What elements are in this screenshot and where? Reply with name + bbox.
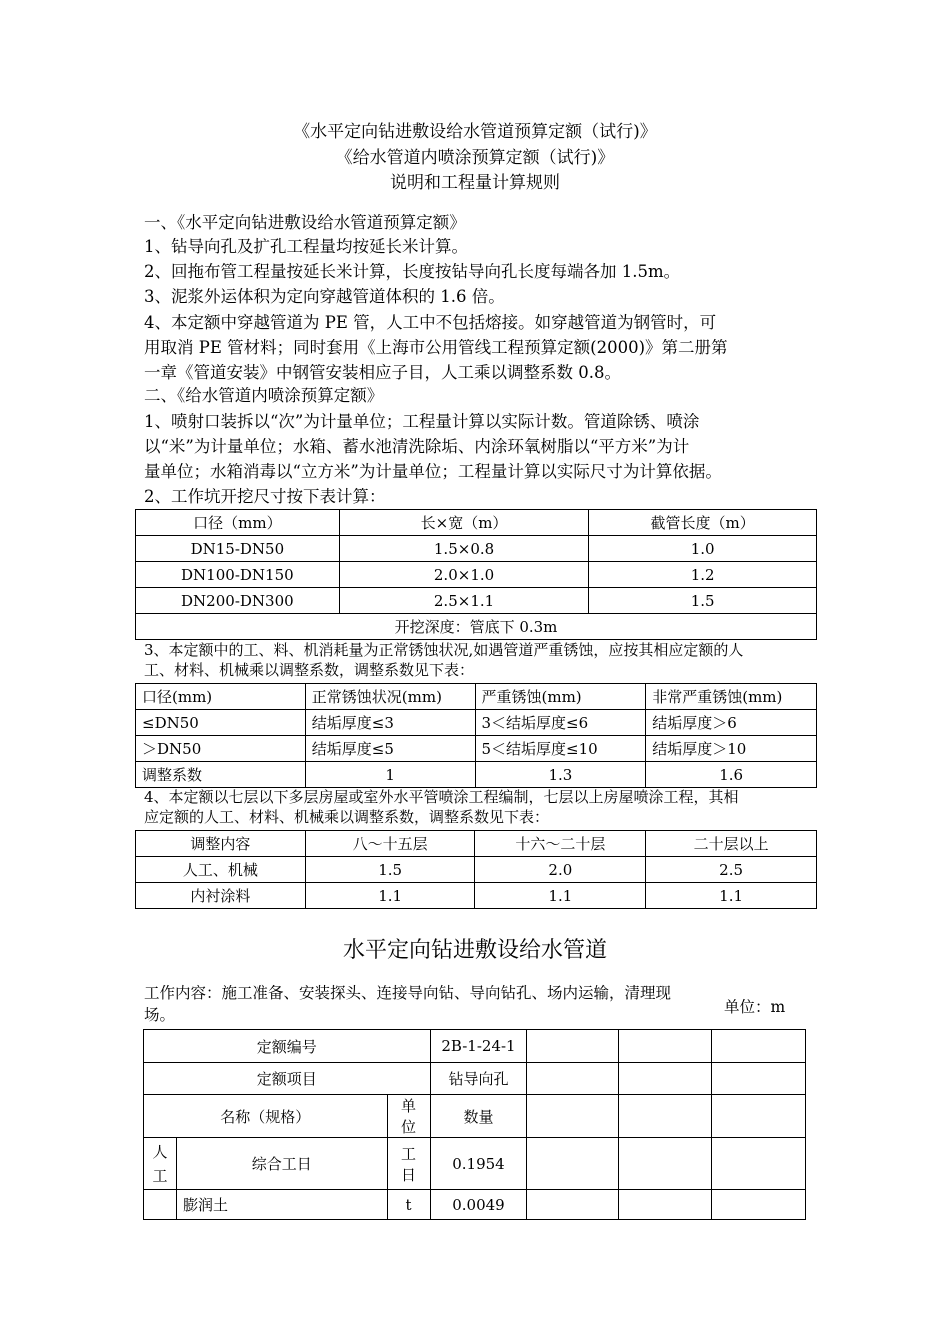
table-cell: DN200-DN300 [136,588,340,614]
empty-cell [712,1095,806,1138]
table-header-row [136,510,817,536]
labor-group-label: 人工 [144,1138,177,1190]
section2-item3-line2: 工、材料、机械乘以调整系数，调整系数见下表： [144,661,475,679]
section2-item4-line1: 4、本定额以七层以下多层房屋或室外水平管喷涂工程编制，七层以上房屋喷涂工程，其相 [144,788,739,806]
table-row [136,883,817,909]
rust-coefficient-table [135,683,817,788]
table-row [144,1030,806,1063]
section1-item4-line1: 4、本定额中穿越管道为 PE 管，人工中不包括熔接。如穿越管道为钢管时，可 [144,313,717,332]
table-header-row [136,684,817,710]
header-cell: 口径(mm) [136,684,306,710]
header-cell: 十六～二十层 [475,831,646,857]
empty-cell [619,1030,712,1063]
section2-item1-line1: 1、喷射口装拆以“次”为计量单位；工程量计算以实际计数。管道除锈、喷涂 [144,412,700,431]
table-cell: 1.6 [646,762,817,788]
pit-size-table [135,509,817,640]
empty-cell [527,1095,619,1138]
table-cell: 1.0 [589,536,817,562]
labor-name: 综合工日 [176,1138,387,1190]
header-cell: 八～十五层 [305,831,475,857]
unit-header: 单位 [387,1095,430,1138]
work-content-line1: 工作内容：施工准备、安装探头、连接导向钻、导向钻孔、场内运输，清理现 [144,984,672,1002]
floor-coefficient-table [135,830,817,909]
doc-title-line-3: 说明和工程量计算规则 [390,173,560,193]
quota-table [143,1029,806,1220]
material-group-cell [144,1190,177,1220]
table-row [136,536,817,562]
table-row [136,762,817,788]
empty-cell [527,1063,619,1095]
table-cell: 1.1 [305,883,475,909]
quota-code-value: 2B-1-24-1 [430,1030,527,1063]
header-cell: 口径（mm） [136,510,340,536]
table-row [136,710,817,736]
table-row [144,1190,806,1220]
table-header-row [136,831,817,857]
section1-heading: 一、《水平定向钻进敷设给水管道预算定额》 [144,213,466,232]
empty-cell [619,1138,712,1190]
empty-cell [527,1138,619,1190]
section1-item2: 2、回拖布管工程量按延长米计算，长度按钻导向孔长度每端各加 1.5m。 [144,262,681,281]
table-cell: 2.5×1.1 [339,588,589,614]
table-cell: 结垢厚度＞6 [646,710,817,736]
name-spec-header: 名称（规格） [144,1095,388,1138]
table-cell: 2.0 [475,857,646,883]
quantity-header: 数量 [430,1095,527,1138]
table-row [136,588,817,614]
header-cell: 截管长度（m） [589,510,817,536]
material-unit: t [387,1190,430,1220]
table-row [136,736,817,762]
material-name: 膨润土 [176,1190,387,1220]
table-cell: 1.3 [475,762,646,788]
section2-item3-line1: 3、本定额中的工、料、机消耗量为正常锈蚀状况,如遇管道严重锈蚀，应按其相应定额的人 [144,641,744,659]
empty-cell [712,1063,806,1095]
empty-cell [619,1095,712,1138]
material-quantity: 0.0049 [430,1190,527,1220]
table-row [136,857,817,883]
section1-item4-line3: 一章《管道安装》中钢管安装相应子目，人工乘以调整系数 0.8。 [144,363,621,382]
section1-item3: 3、泥浆外运体积为定向穿越管道体积的 1.6 倍。 [144,287,505,306]
empty-cell [712,1138,806,1190]
table-cell: 人工、机械 [136,857,306,883]
table-cell: 1.5 [589,588,817,614]
table-cell: 调整系数 [136,762,306,788]
quota-title: 水平定向钻进敷设给水管道 [342,938,607,963]
table-cell: 2.0×1.0 [339,562,589,588]
quota-item-value: 钻导向孔 [430,1063,527,1095]
section1-item4-line2: 用取消 PE 管材料；同时套用《上海市公用管线工程预算定额(2000)》第二册第 [144,338,728,357]
section2-item1-line3: 量单位；水箱消毒以“立方米”为计量单位；工程量计算以实际尺寸为计算依据。 [144,462,722,481]
header-cell: 正常锈蚀状况(mm) [305,684,475,710]
header-cell: 二十层以上 [646,831,817,857]
table-cell: 结垢厚度＞10 [646,736,817,762]
header-cell: 长×宽（m） [339,510,589,536]
table-cell: DN15-DN50 [136,536,340,562]
table-cell: 3＜结垢厚度≤6 [475,710,646,736]
unit-label: 单位：m [724,998,786,1016]
work-content-line2: 场。 [144,1006,176,1024]
doc-title-line-2: 《给水管道内喷涂预算定额（试行)》 [335,148,615,168]
table-cell: 1.2 [589,562,817,588]
table-footer-row [136,614,817,640]
empty-cell [527,1030,619,1063]
table-cell: DN100-DN150 [136,562,340,588]
table-cell: 内衬涂料 [136,883,306,909]
empty-cell [527,1190,619,1220]
empty-cell [619,1063,712,1095]
work-content [144,982,724,1026]
table-cell: 1.5 [305,857,475,883]
section2-heading: 二、《给水管道内喷涂预算定额》 [144,386,384,405]
table-row [144,1138,806,1190]
section2-item1-line2: 以“米”为计量单位；水箱、蓄水池清洗除垢、内涂环氧树脂以“平方米”为计 [144,437,690,456]
quota-item-label: 定额项目 [144,1063,431,1095]
empty-cell [619,1190,712,1220]
table-cell: 1.1 [475,883,646,909]
section1-item1: 1、钻导向孔及扩孔工程量均按延长米计算。 [144,237,468,256]
table-row [144,1063,806,1095]
table-cell: 1.1 [646,883,817,909]
table-cell: 2.5 [646,857,817,883]
excavation-depth-note: 开挖深度：管底下 0.3m [136,614,817,640]
table-cell: 1.5×0.8 [339,536,589,562]
table-cell: ≤DN50 [136,710,306,736]
table-cell: 结垢厚度≤5 [305,736,475,762]
labor-quantity: 0.1954 [430,1138,527,1190]
empty-cell [712,1030,806,1063]
table-cell: 1 [305,762,475,788]
quota-code-label: 定额编号 [144,1030,431,1063]
section2-item4-line2: 应定额的人工、材料、机械乘以调整系数，调整系数见下表： [144,808,550,826]
table-cell: ＞DN50 [136,736,306,762]
table-cell: 5＜结垢厚度≤10 [475,736,646,762]
header-cell: 调整内容 [136,831,306,857]
header-cell: 严重锈蚀(mm) [475,684,646,710]
table-cell: 结垢厚度≤3 [305,710,475,736]
doc-title-line-1: 《水平定向钻进敷设给水管道预算定额（试行)》 [293,122,657,142]
header-cell: 非常严重锈蚀(mm) [646,684,817,710]
labor-unit: 工日 [387,1138,430,1190]
empty-cell [712,1190,806,1220]
table-row [136,562,817,588]
table-row [144,1095,806,1138]
section2-item2: 2、工作坑开挖尺寸按下表计算： [144,487,386,506]
